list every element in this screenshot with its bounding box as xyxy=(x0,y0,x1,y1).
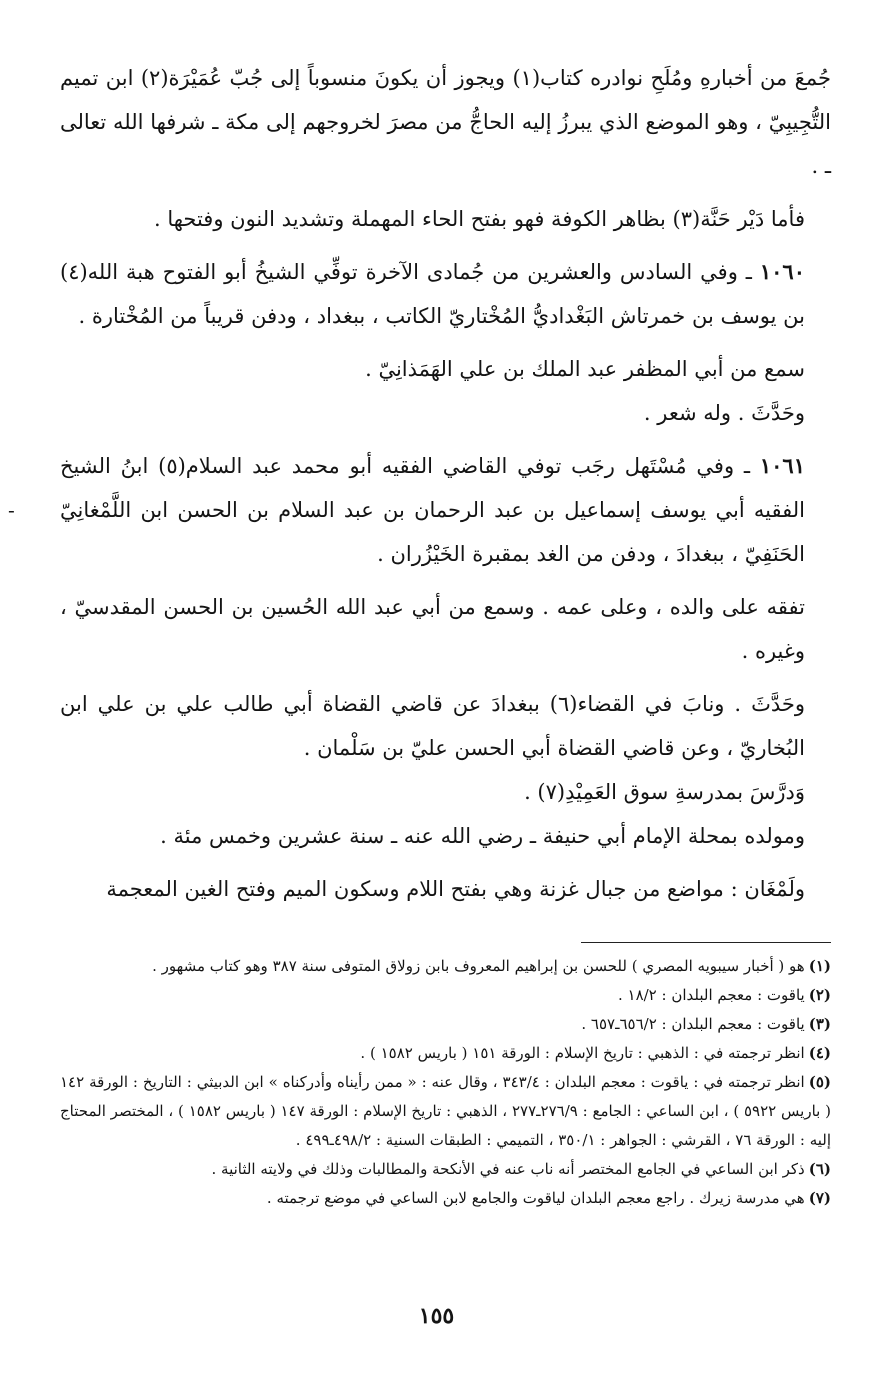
footnote-number: (٥) xyxy=(808,1073,831,1091)
paragraph-deputy-judge: وحَدَّثَ . ونابَ في القضاء(٦) ببغدادَ عن قاضي القضاة أبي طالب علي بن علي ابن البُخاريّ ، وعن قاضي القضاة أبي الحسن عليّ بن سَلْمان . xyxy=(60,692,805,760)
footnote xyxy=(60,1068,831,1155)
main-text xyxy=(60,56,831,920)
entry-text: ـ وفي السادس والعشرين من جُمادى الآخرة توفِّي الشيخُ أبو الفتوح هبة الله(٤) بن يوسف بن خمرتاش البَغْداديُّ المُخْتاريّ الكاتب ، ببغداد ، ودفن قريباً من المُخْتارة . xyxy=(60,260,805,328)
footnote-number: (٢) xyxy=(808,986,831,1004)
entry-text: ـ وفي مُسْتَهل رجَب توفي القاضي الفقيه أبو محمد عبد السلام(٥) ابنُ الشيخ الفقيه أبي يوسف إسماعيل بن عبد الرحمان بن عبد السلام بن الحسن ابن اللَّمْغانِيّ الحَنَفِيّ ، ببغدادَ ، ودفن من الغد بمقبرة الخَيْزُران . xyxy=(60,454,805,566)
footnote-text: انظر ترجمته في : ياقوت : معجم البلدان : ٣٤٣/٤ ، وقال عنه : « ممن رأيناه وأدركناه » ابن الدبيثي : التاريخ : الورقة ١٤٢ ( باريس ٥٩٢٢ ) ، ابن الساعي : الجامع : ٢٧٦/٩ـ٢٧٧ ، الذهبي : تاريخ الإسلام : الورقة ١٤٧ ( باريس ١٥٨٢ ) ، المختصر المحتاج إليه : الورقة ٧٦ ، القرشي : الجواهر : ٣٥٠/١ ، التميمي : الطبقات السنية : ٤٩٨/٢ـ٤٩٩ . xyxy=(60,1073,831,1149)
footnote-number: (٣) xyxy=(808,1015,831,1033)
entry-number: ١٠٦٠ xyxy=(759,259,805,284)
footnote-divider xyxy=(581,942,831,943)
footnote-text: ذكر ابن الساعي في الجامع المختصر أنه ناب عنه في الأنكحة والمطالبات وذلك في ولايته الثانية . xyxy=(211,1160,805,1178)
footnote xyxy=(60,1010,831,1039)
footnote-text: هي مدرسة زيرك . راجع معجم البلدان لياقوت والجامع لابن الساعي في موضع ترجمته . xyxy=(266,1189,805,1207)
paragraph-narrated: وحَدَّثَ . وله شعر . xyxy=(643,401,805,425)
entry-1060 xyxy=(60,250,831,338)
footnote-text: هو ( أخبار سيبويه المصري ) للحسن بن إبراهيم المعروف بابن زولاق المتوفى سنة ٣٨٧ وهو كتاب مشهور . xyxy=(152,957,805,975)
footnote xyxy=(60,1184,831,1213)
paragraph-taught: وَدرَّسَ بمدرسةِ سوق العَمِيْدِ(٧) . xyxy=(524,780,805,804)
entry-1061 xyxy=(60,444,831,576)
paragraph-dayr-hanna: فأما دَيْر حَنَّة(٣) بظاهر الكوفة فهو بفتح الحاء المهملة وتشديد النون وفتحها . xyxy=(153,207,805,231)
footnote xyxy=(60,952,831,981)
footnote xyxy=(60,981,831,1010)
footnote-text: ياقوت : معجم البلدان : ٦٥٦/٢ـ٦٥٧ . xyxy=(581,1015,805,1033)
footnote-text: ياقوت : معجم البلدان : ١٨/٢ . xyxy=(617,986,805,1004)
footnotes xyxy=(60,952,831,1213)
footnote-number: (٧) xyxy=(808,1189,831,1207)
paragraph-heard-from: سمع من أبي المظفر عبد الملك بن علي الهَمَذانِيّ . xyxy=(365,357,805,381)
footnote xyxy=(60,1155,831,1184)
footnote xyxy=(60,1039,831,1068)
margin-mark: - xyxy=(8,498,15,522)
footnote-number: (٦) xyxy=(808,1160,831,1178)
paragraph-lamghan: ولَمْغَان : مواضع من جبال غزنة وهي بفتح اللام وسكون الميم وفتح الغين المعجمة xyxy=(106,877,805,901)
footnote-number: (٤) xyxy=(808,1044,831,1062)
footnote-number: (١) xyxy=(808,957,831,975)
entry-number: ١٠٦١ xyxy=(759,453,805,478)
paragraph-studied: تفقه على والده ، وعلى عمه . وسمع من أبي عبد الله الحُسين بن الحسن المقدسيّ ، وغيره . xyxy=(60,595,805,663)
paragraph-birth: ومولده بمحلة الإمام أبي حنيفة ـ رضي الله عنه ـ سنة عشرين وخمس مئة . xyxy=(160,824,805,848)
footnote-text: انظر ترجمته في : الذهبي : تاريخ الإسلام : الورقة ١٥١ ( باريس ١٥٨٢ ) . xyxy=(360,1044,805,1062)
paragraph-continuation: جُمعَ من أخبارهِ ومُلَحِ نوادره كتاب(١) ويجوز أن يكونَ منسوباً إلى جُبّ عُمَيْرَة(٢) ابن تميم التُّجِيبِيّ ، وهو الموضع الذي يبرزُ إليه الحاجُّ من مصرَ لخروجهم إلى مكة ـ شرفها الله تعالى ـ . xyxy=(60,66,831,178)
page-number: ١٥٥ xyxy=(418,1303,455,1329)
